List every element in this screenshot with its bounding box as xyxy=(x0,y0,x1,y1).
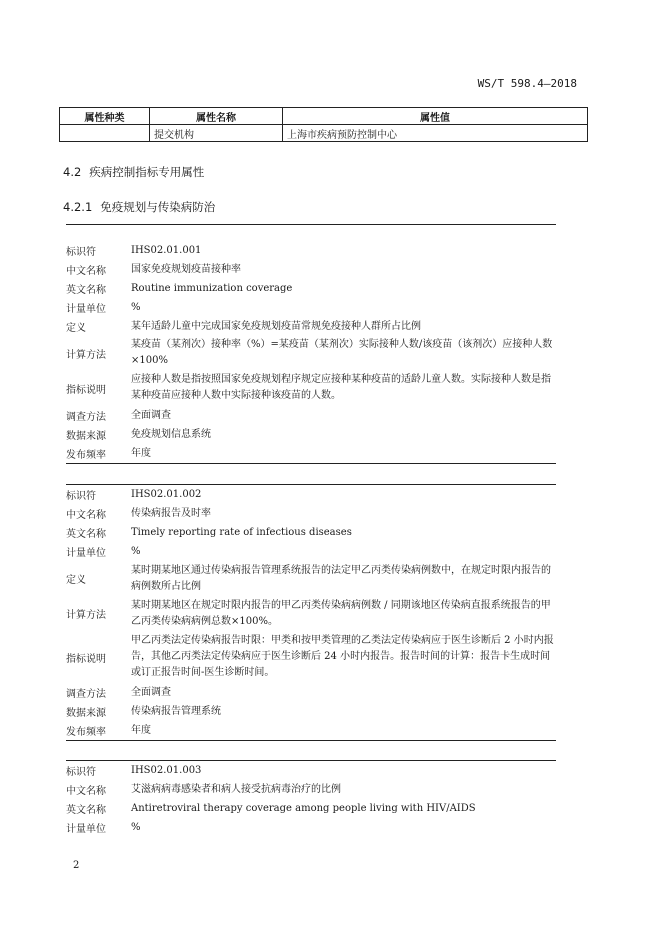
field-label: 英文名称 xyxy=(66,285,106,296)
field-label: 中文名称 xyxy=(66,786,106,797)
field-value: 某时期某地区通过传染病报告管理系统报告的法定甲乙丙类传染病例数中，在规定时限内报告的病例数所占比例 xyxy=(131,564,551,592)
list-item xyxy=(66,799,556,818)
list-item xyxy=(66,317,556,336)
field-label: 数据来源 xyxy=(66,431,106,442)
cell-attribute-name: 提交机构 xyxy=(150,125,283,142)
field-label: 数据来源 xyxy=(66,708,106,719)
field-label: 计算方法 xyxy=(66,349,106,361)
list-item xyxy=(66,702,556,721)
document-code: WS/T 598.4—2018 xyxy=(477,77,577,90)
list-item xyxy=(66,596,556,631)
field-label: 发布频率 xyxy=(66,727,106,738)
field-value: 国家免疫规划疫苗接种率 xyxy=(131,263,241,275)
field-value: 全面调查 xyxy=(131,686,171,698)
list-item xyxy=(66,298,556,317)
list-item xyxy=(66,425,556,444)
section-number: 4.2.1 xyxy=(63,200,93,214)
field-value: Antiretroviral therapy coverage among people living with HIV/AIDS xyxy=(131,802,476,814)
list-item xyxy=(66,523,556,542)
field-label: 计量单位 xyxy=(66,548,106,559)
field-value: 某时期某地区在规定时限内报告的甲乙丙类传染病病例数 / 同期该地区传染病直报系统报告的甲乙丙类传染病病例总数×100%。 xyxy=(131,599,551,627)
field-label: 计量单位 xyxy=(66,824,106,835)
field-value: % xyxy=(131,545,141,557)
cell-attribute-type xyxy=(60,125,150,142)
list-item xyxy=(66,542,556,561)
field-label: 计算方法 xyxy=(66,610,106,621)
indicator-block-2 xyxy=(66,484,556,741)
list-item xyxy=(66,631,556,683)
indicator-block-1 xyxy=(66,224,556,464)
field-value: 应接种人数是指按照国家免疫规划程序规定应接种某种疫苗的适龄儿童人数。实际接种人数是指某种疫苗应接种人数中实际接种该疫苗的人数。 xyxy=(131,374,551,401)
page-number: 2 xyxy=(73,860,80,871)
list-item xyxy=(66,721,556,740)
list-item xyxy=(66,504,556,523)
attribute-table-header xyxy=(60,108,588,125)
list-item xyxy=(66,260,556,279)
field-value: % xyxy=(131,301,141,313)
list-item xyxy=(66,561,556,596)
header-attribute-name: 属性名称 xyxy=(150,108,283,125)
cell-attribute-value: 上海市疾病预防控制中心 xyxy=(283,125,588,142)
list-item xyxy=(66,780,556,799)
list-item xyxy=(66,444,556,463)
list-item xyxy=(66,336,556,370)
section-number: 4.2 xyxy=(63,165,82,179)
list-item xyxy=(66,485,556,504)
field-label: 标识符 xyxy=(66,247,96,258)
field-label: 英文名称 xyxy=(66,529,106,540)
field-value: 年度 xyxy=(131,447,151,459)
header-attribute-type: 属性种类 xyxy=(60,108,150,125)
field-label: 中文名称 xyxy=(66,510,106,521)
field-label: 定义 xyxy=(66,575,86,586)
section-heading-4-2 xyxy=(63,164,204,180)
field-value: 甲乙丙类法定传染病报告时限：甲类和按甲类管理的乙类法定传染病应于医生诊断后 2 小时内报告，其他乙丙类法定传染病应于医生诊断后 24 小时内报告。报告时间的计算：报告卡生成时间或订正报告时间-医生诊断时间。 xyxy=(131,635,554,678)
field-value: Timely reporting rate of infectious diseases xyxy=(131,526,352,538)
list-item xyxy=(66,683,556,702)
header-attribute-value: 属性值 xyxy=(283,108,588,125)
field-label: 指标说明 xyxy=(66,653,106,665)
list-item xyxy=(66,370,556,406)
list-item xyxy=(66,241,556,260)
field-value: 全面调查 xyxy=(131,409,171,421)
field-label: 调查方法 xyxy=(66,412,106,423)
field-value: IHS02.01.003 xyxy=(131,764,202,776)
field-label: 标识符 xyxy=(66,767,96,778)
field-label: 标识符 xyxy=(66,491,96,502)
field-label: 计量单位 xyxy=(66,304,106,315)
field-value: 某年适龄儿童中完成国家免疫规划疫苗常规免疫接种人群所占比例 xyxy=(131,320,421,332)
field-label: 指标说明 xyxy=(66,384,106,396)
field-label: 英文名称 xyxy=(66,805,106,816)
field-value: 某疫苗（某剂次）接种率（%）=某疫苗（某剂次）实际接种人数/该疫苗（该剂次）应接种人数×100% xyxy=(131,339,553,366)
field-value: 传染病报告管理系统 xyxy=(131,705,221,717)
field-value: % xyxy=(131,821,141,833)
list-item xyxy=(66,279,556,298)
field-value: IHS02.01.001 xyxy=(131,244,202,256)
field-label: 中文名称 xyxy=(66,266,106,277)
field-value: IHS02.01.002 xyxy=(131,488,202,500)
list-item xyxy=(66,406,556,425)
field-value: Routine immunization coverage xyxy=(131,282,293,294)
field-label: 调查方法 xyxy=(66,689,106,700)
list-item xyxy=(66,818,556,837)
field-value: 传染病报告及时率 xyxy=(131,507,211,519)
indicator-block-3 xyxy=(66,760,556,837)
section-heading-4-2-1 xyxy=(63,199,215,215)
table-row xyxy=(60,125,588,142)
field-label: 定义 xyxy=(66,323,86,334)
section-title: 免疫规划与传染病防治 xyxy=(100,200,216,214)
field-value: 艾滋病病毒感染者和病人接受抗病毒治疗的比例 xyxy=(131,783,341,795)
attribute-table xyxy=(59,107,588,142)
field-label: 发布频率 xyxy=(66,450,106,461)
field-value: 免疫规划信息系统 xyxy=(131,428,211,440)
section-title: 疾病控制指标专用属性 xyxy=(89,165,205,179)
list-item xyxy=(66,761,556,780)
field-value: 年度 xyxy=(131,724,151,736)
